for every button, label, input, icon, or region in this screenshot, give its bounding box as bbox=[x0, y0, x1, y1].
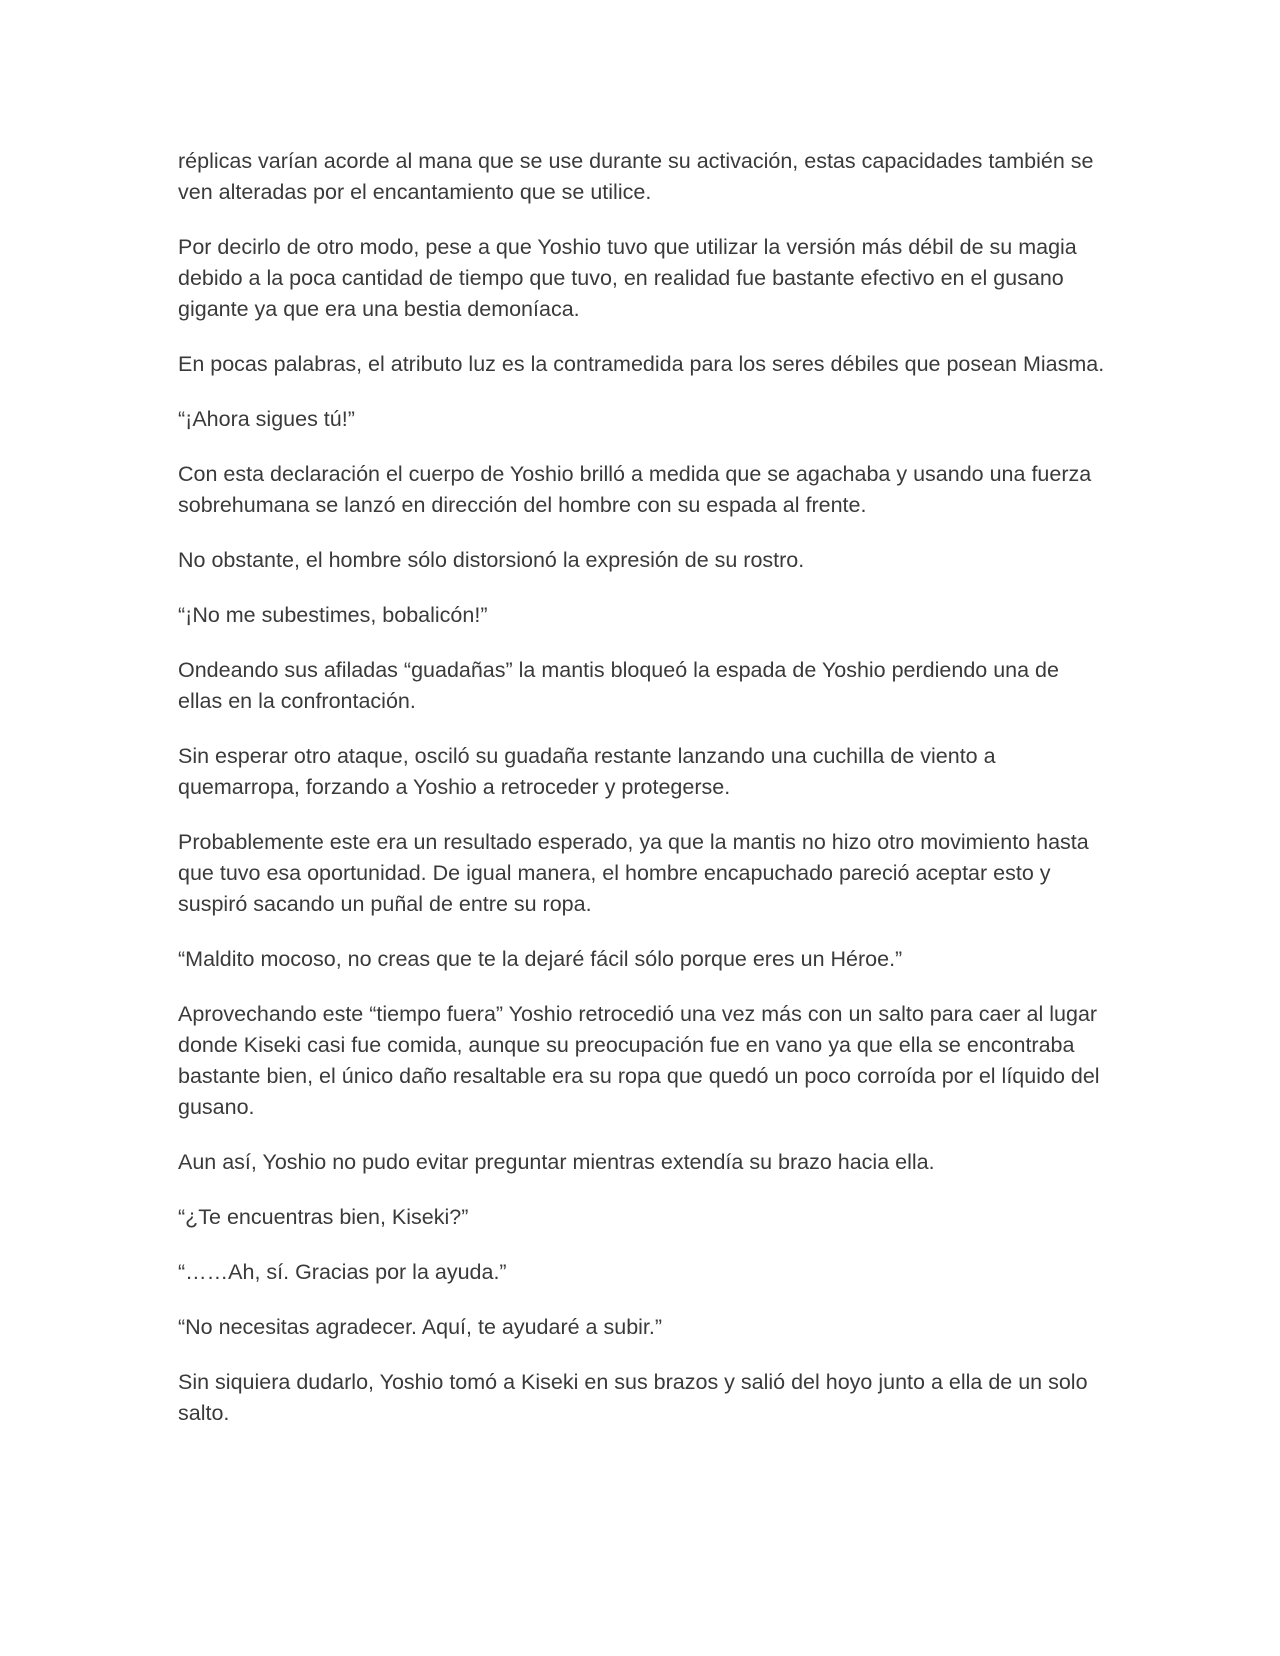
dialogue-line: “……Ah, sí. Gracias por la ayuda.” bbox=[178, 1260, 507, 1284]
paragraph: Aprovechando este “tiempo fuera” Yoshio retrocedió una vez más con un salto para caer al lugar donde Kiseki casi fue comida, aunque su preocupación fue en vano ya que ella se encontraba bastante bien, el único daño resaltable era su ropa que quedó un poco corroída por el líquido del gusano. bbox=[178, 1002, 1100, 1119]
paragraph: Sin siquiera dudarlo, Yoshio tomó a Kiseki en sus brazos y salió del hoyo junto a ella de un solo salto. bbox=[178, 1370, 1088, 1425]
paragraph: Aun así, Yoshio no pudo evitar preguntar mientras extendía su brazo hacia ella. bbox=[178, 1150, 935, 1174]
paragraph: Sin esperar otro ataque, osciló su guadaña restante lanzando una cuchilla de viento a quemarropa, forzando a Yoshio a retroceder y protegerse. bbox=[178, 744, 996, 799]
dialogue-line: “¿Te encuentras bien, Kiseki?” bbox=[178, 1205, 469, 1229]
dialogue-line: “No necesitas agradecer. Aquí, te ayudaré a subir.” bbox=[178, 1315, 663, 1339]
dialogue-line: “¡No me subestimes, bobalicón!” bbox=[178, 603, 488, 627]
paragraph: Por decirlo de otro modo, pese a que Yoshio tuvo que utilizar la versión más débil de su magia debido a la poca cantidad de tiempo que tuvo, en realidad fue bastante efectivo en el gusano gigante ya que era una bestia demoníaca. bbox=[178, 235, 1077, 321]
paragraph: Probablemente este era un resultado esperado, ya que la mantis no hizo otro movimiento hasta que tuvo esa oportunidad. De igual manera, el hombre encapuchado pareció aceptar esto y suspiró sacando un puñal de entre su ropa. bbox=[178, 830, 1089, 916]
paragraph: réplicas varían acorde al mana que se use durante su activación, estas capacidades también se ven alteradas por el encantamiento que se utilice. bbox=[178, 149, 1094, 204]
paragraph: Con esta declaración el cuerpo de Yoshio brilló a medida que se agachaba y usando una fuerza sobrehumana se lanzó en dirección del hombre con su espada al frente. bbox=[178, 462, 1092, 517]
paragraph: No obstante, el hombre sólo distorsionó la expresión de su rostro. bbox=[178, 548, 805, 572]
document-body bbox=[178, 146, 1108, 1453]
paragraph: Ondeando sus afiladas “guadañas” la mantis bloqueó la espada de Yoshio perdiendo una de ellas en la confrontación. bbox=[178, 658, 1059, 713]
dialogue-line: “¡Ahora sigues tú!” bbox=[178, 407, 355, 431]
paragraph: En pocas palabras, el atributo luz es la contramedida para los seres débiles que posean Miasma. bbox=[178, 352, 1105, 376]
dialogue-line: “Maldito mocoso, no creas que te la dejaré fácil sólo porque eres un Héroe.” bbox=[178, 947, 903, 971]
